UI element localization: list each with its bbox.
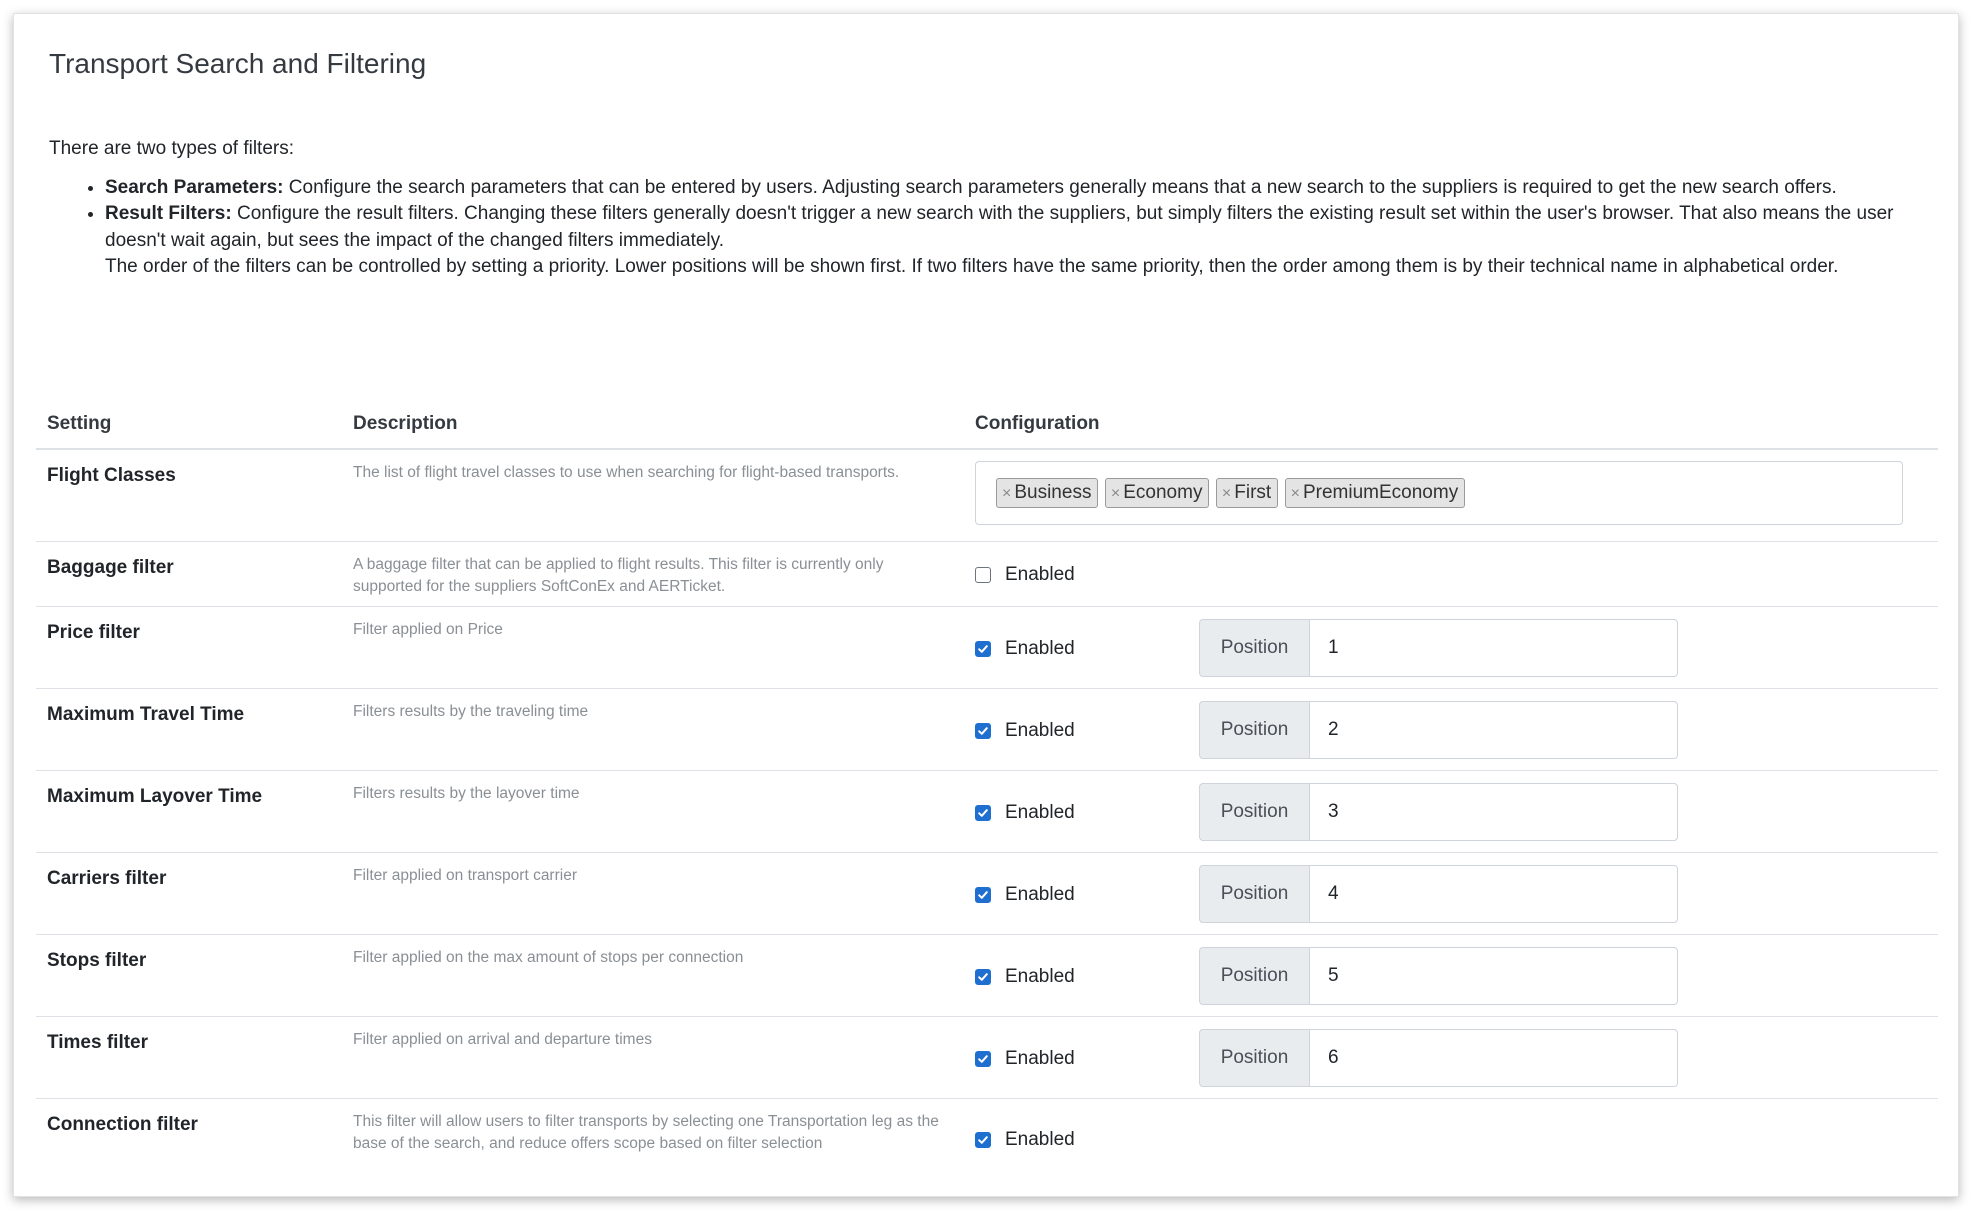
header-configuration: Configuration [964,400,1938,449]
setting-name: Maximum Layover Time [47,785,263,807]
setting-description: Filter applied on Price [353,620,503,638]
remove-tag-icon[interactable]: × [1110,485,1121,502]
enabled-checkbox[interactable] [975,802,1075,824]
position-label: Position [1199,783,1309,841]
setting-description: Filters results by the traveling time [353,702,589,720]
enabled-label: Enabled [1005,1128,1075,1150]
checkbox-icon[interactable] [975,723,991,739]
settings-table [36,400,1938,1188]
table-row-connection-filter [36,1098,1938,1188]
setting-name: Baggage filter [47,556,174,578]
position-input-group [1199,619,1678,677]
tag-label: Business [1014,482,1092,503]
position-label: Position [1199,865,1309,923]
configuration-cell [975,935,1938,1015]
configuration-cell [975,1099,1938,1179]
enabled-checkbox[interactable] [975,884,1075,906]
configuration-cell [975,607,1938,687]
configuration-cell [975,689,1938,769]
enabled-label: Enabled [1005,1047,1075,1069]
enabled-label: Enabled [1005,801,1075,823]
flight-classes-multiselect[interactable] [975,461,1903,525]
checkbox-icon[interactable] [975,1132,991,1148]
enabled-checkbox[interactable] [975,1048,1075,1070]
header-setting: Setting [36,400,342,449]
configuration-cell [975,1017,1938,1097]
remove-tag-icon[interactable]: × [1002,485,1012,502]
enabled-label: Enabled [1005,965,1075,987]
list-item-search-parameters [105,175,1929,202]
table-row-times-filter [36,1016,1938,1098]
setting-name: Maximum Travel Time [47,703,245,725]
setting-description: Filter applied on transport carrier [353,866,577,884]
list-item-result-filters [105,201,1929,281]
checkbox-icon[interactable] [975,1051,991,1067]
term-search-parameters: Search Parameters: [105,176,284,198]
enabled-checkbox[interactable] [975,720,1075,742]
text-search-parameters: Configure the search parameters that can be entered by users. Adjusting search parameters generally means that a new search to the suppliers is required to get the new search offers. [283,176,1837,198]
enabled-label: Enabled [1005,719,1075,741]
checkbox-icon[interactable] [975,805,991,821]
position-input-group [1199,947,1678,1005]
settings-card [13,13,1959,1197]
remove-tag-icon[interactable]: × [1290,485,1300,502]
table-row-baggage-filter [36,541,1938,606]
position-input-group [1199,701,1678,759]
table-row-maximum-travel-time [36,688,1938,770]
tag-first[interactable] [1216,478,1278,508]
enabled-label: Enabled [1005,883,1075,905]
setting-description: Filter applied on arrival and departure times [353,1030,652,1048]
setting-name: Stops filter [47,949,147,971]
setting-description: This filter will allow users to filter transports by selecting one Transportation leg as the base of the search, and reduce offers scope based on filter selection [353,1112,939,1152]
page-title: Transport Search and Filtering [49,48,427,79]
setting-name: Carriers filter [47,867,167,889]
setting-description: A baggage filter that can be applied to flight results. This filter is currently only supported for the suppliers SoftConEx and AERTicket. [353,555,884,595]
enabled-label: Enabled [1005,637,1075,659]
term-result-filters: Result Filters: [105,203,232,224]
table-header-row [36,400,1938,449]
tag-label: First [1234,482,1272,503]
configuration-cell [975,542,1938,606]
position-input-group [1199,1029,1678,1087]
enabled-label: Enabled [1005,563,1075,585]
setting-name: Price filter [47,621,140,643]
tag-label: Economy [1123,482,1203,503]
position-label: Position [1199,947,1309,1005]
checkbox-icon[interactable] [975,969,991,985]
position-input[interactable] [1309,701,1678,759]
configuration-cell [975,771,1938,851]
table-row-stops-filter [36,934,1938,1016]
enabled-checkbox[interactable] [975,638,1075,660]
position-label: Position [1199,701,1309,759]
enabled-checkbox[interactable] [975,1129,1075,1151]
position-input[interactable] [1309,1029,1678,1087]
table-row-flight-classes [36,449,1938,541]
checkbox-icon[interactable] [975,641,991,657]
position-input-group [1199,865,1678,923]
header-description: Description [342,400,964,449]
intro-lead: There are two types of filters: [49,138,294,159]
remove-tag-icon[interactable]: × [1221,485,1232,502]
checkbox-icon[interactable] [975,567,991,583]
configuration-cell [975,853,1938,933]
setting-name: Connection filter [47,1113,198,1135]
intro-section [49,136,1929,281]
position-input[interactable] [1309,947,1678,1005]
setting-name: Times filter [47,1031,149,1053]
tag-economy[interactable] [1105,478,1210,508]
position-label: Position [1199,1029,1309,1087]
table-row-price-filter [36,606,1938,688]
position-input[interactable] [1309,783,1678,841]
tag-label: PremiumEconomy [1302,482,1459,503]
setting-description: Filters results by the layover time [353,784,580,802]
position-input[interactable] [1309,865,1678,923]
position-input[interactable] [1309,619,1678,677]
position-label: Position [1199,619,1309,677]
enabled-checkbox[interactable] [975,966,1075,988]
position-input-group [1199,783,1678,841]
setting-description: Filter applied on the max amount of stops per connection [353,948,744,966]
enabled-checkbox[interactable] [975,564,1075,586]
setting-description: The list of flight travel classes to use when searching for flight-based transports. [353,464,900,481]
setting-name: Flight Classes [47,465,176,486]
text-filter-order: The order of the filters can be controlled by setting a priority. Lower positions will be shown first. If two filters have the same priority, then the order among them is by their technical name in alphabetical order. [105,256,1839,277]
filter-types-list [49,175,1929,281]
table-row-carriers-filter [36,852,1938,934]
checkbox-icon[interactable] [975,887,991,903]
text-result-filters: Configure the result filters. Changing these filters generally doesn't trigger a new search with the suppliers, but simply filters the existing result set within the user's browser. That also means the user doesn't wait again, but sees the impact of the changed filters immediately. [105,203,1894,251]
tag-premium-economy[interactable] [1285,478,1466,508]
table-row-maximum-layover-time [36,770,1938,852]
tag-business[interactable] [996,478,1098,508]
